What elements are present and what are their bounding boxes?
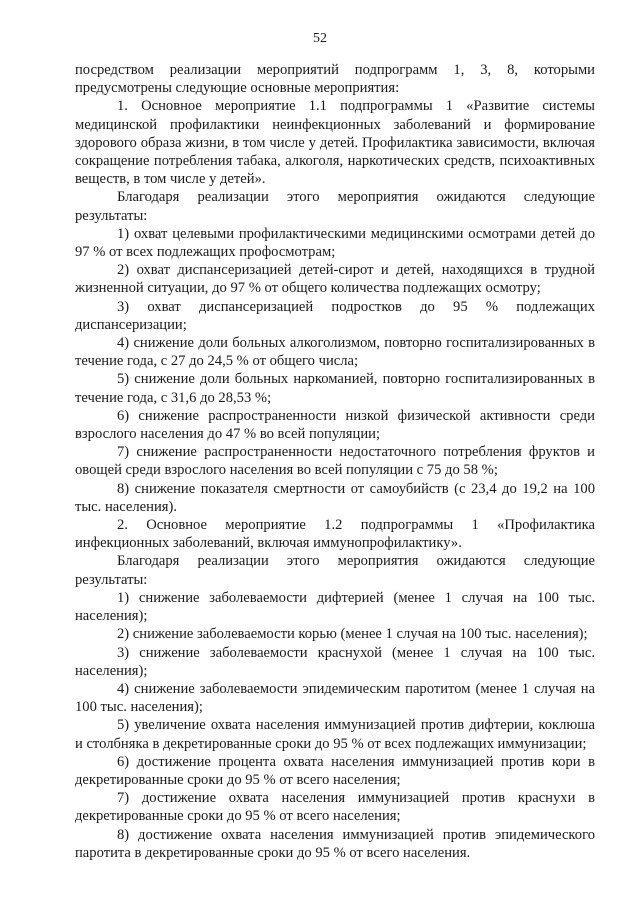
list-item: 2) снижение заболеваемости корью (менее 1 случая на 100 тыс. населения); — [117, 626, 588, 643]
list-item: 1) снижение заболеваемости дифтерией (менее 1 случая на 100 тыс. населения); — [75, 589, 595, 625]
list-item: 1) охват целевыми профилактическими медицинскими осмотрами детей до 97 % от всех подлежащих профосмотрам; — [75, 225, 595, 261]
paragraph: посредством реализации мероприятий подпрограмм 1, 3, 8, которыми предусмотрены следующие основные мероприятия: — [75, 62, 595, 97]
list-item: 7) достижение охвата населения иммунизацией против краснухи в декретированные сроки до 95 % от всего населения; — [75, 790, 595, 825]
list-item: 3) снижение заболеваемости краснухой (менее 1 случая на 100 тыс. населения); — [75, 644, 595, 679]
list-item: 3) охват диспансеризацией подростков до 95 % подлежащих диспансеризации; — [75, 298, 595, 333]
page-number: 52 — [313, 31, 327, 46]
paragraph: Благодаря реализации этого мероприятия ожидаются следующие результаты: — [75, 189, 595, 224]
list-item: 6) снижение распространенности низкой физической активности среди взрослого населения до 47 % во всей популяции; — [75, 407, 595, 443]
paragraph: 2. Основное мероприятие 1.2 подпрограммы 1 «Профилактика инфекционных заболеваний, включая иммунопрофилактику». — [75, 517, 595, 552]
list-item: 6) достижение процента охвата населения иммунизацией против кори в декретированные сроки до 95 % от всего населения; — [75, 753, 595, 788]
list-item: 7) снижение распространенности недостаточного потребления фруктов и овощей среди взрослого населения во всей популяции с 75 до 58 %; — [75, 444, 595, 479]
document-body — [75, 61, 595, 862]
list-item: 5) увеличение охвата населения иммунизацией против дифтерии, коклюша и столбняка в декретированные сроки до 95 % от всех подлежащих иммунизации; — [75, 717, 595, 752]
list-item: 4) снижение доли больных алкоголизмом, повторно госпитализированных в течение года, с 27 до 24,5 % от общего числа; — [75, 335, 595, 370]
paragraph: Благодаря реализации этого мероприятия ожидаются следующие результаты: — [75, 553, 595, 588]
list-item: 2) охват диспансеризацией детей-сирот и детей, находящихся в трудной жизненной ситуации, до 97 % от общего количества подлежащих осмотру; — [75, 262, 595, 297]
list-item: 8) достижение охвата населения иммунизацией против эпидемического паротита в декретированные сроки до 95 % от всего населения. — [75, 826, 595, 861]
list-item: 8) снижение показателя смертности от самоубийств (с 23,4 до 19,2 на 100 тыс. населения). — [75, 480, 595, 515]
list-item: 5) снижение доли больных наркоманией, повторно госпитализированных в течение года, с 31,6 до 28,53 %; — [75, 371, 595, 406]
paragraph: 1. Основное мероприятие 1.1 подпрограммы 1 «Развитие системы медицинской профилактики неинфекционных заболеваний и формирование здорового образа жизни, в том числе у детей. Профилактика зависимости, включая сокращение потребления табака, алкоголя, наркотических средств, психоактивных веществ, в том числе у детей». — [75, 98, 595, 188]
list-item: 4) снижение заболеваемости эпидемическим паротитом (менее 1 случая на 100 тыс. населения); — [75, 680, 595, 716]
